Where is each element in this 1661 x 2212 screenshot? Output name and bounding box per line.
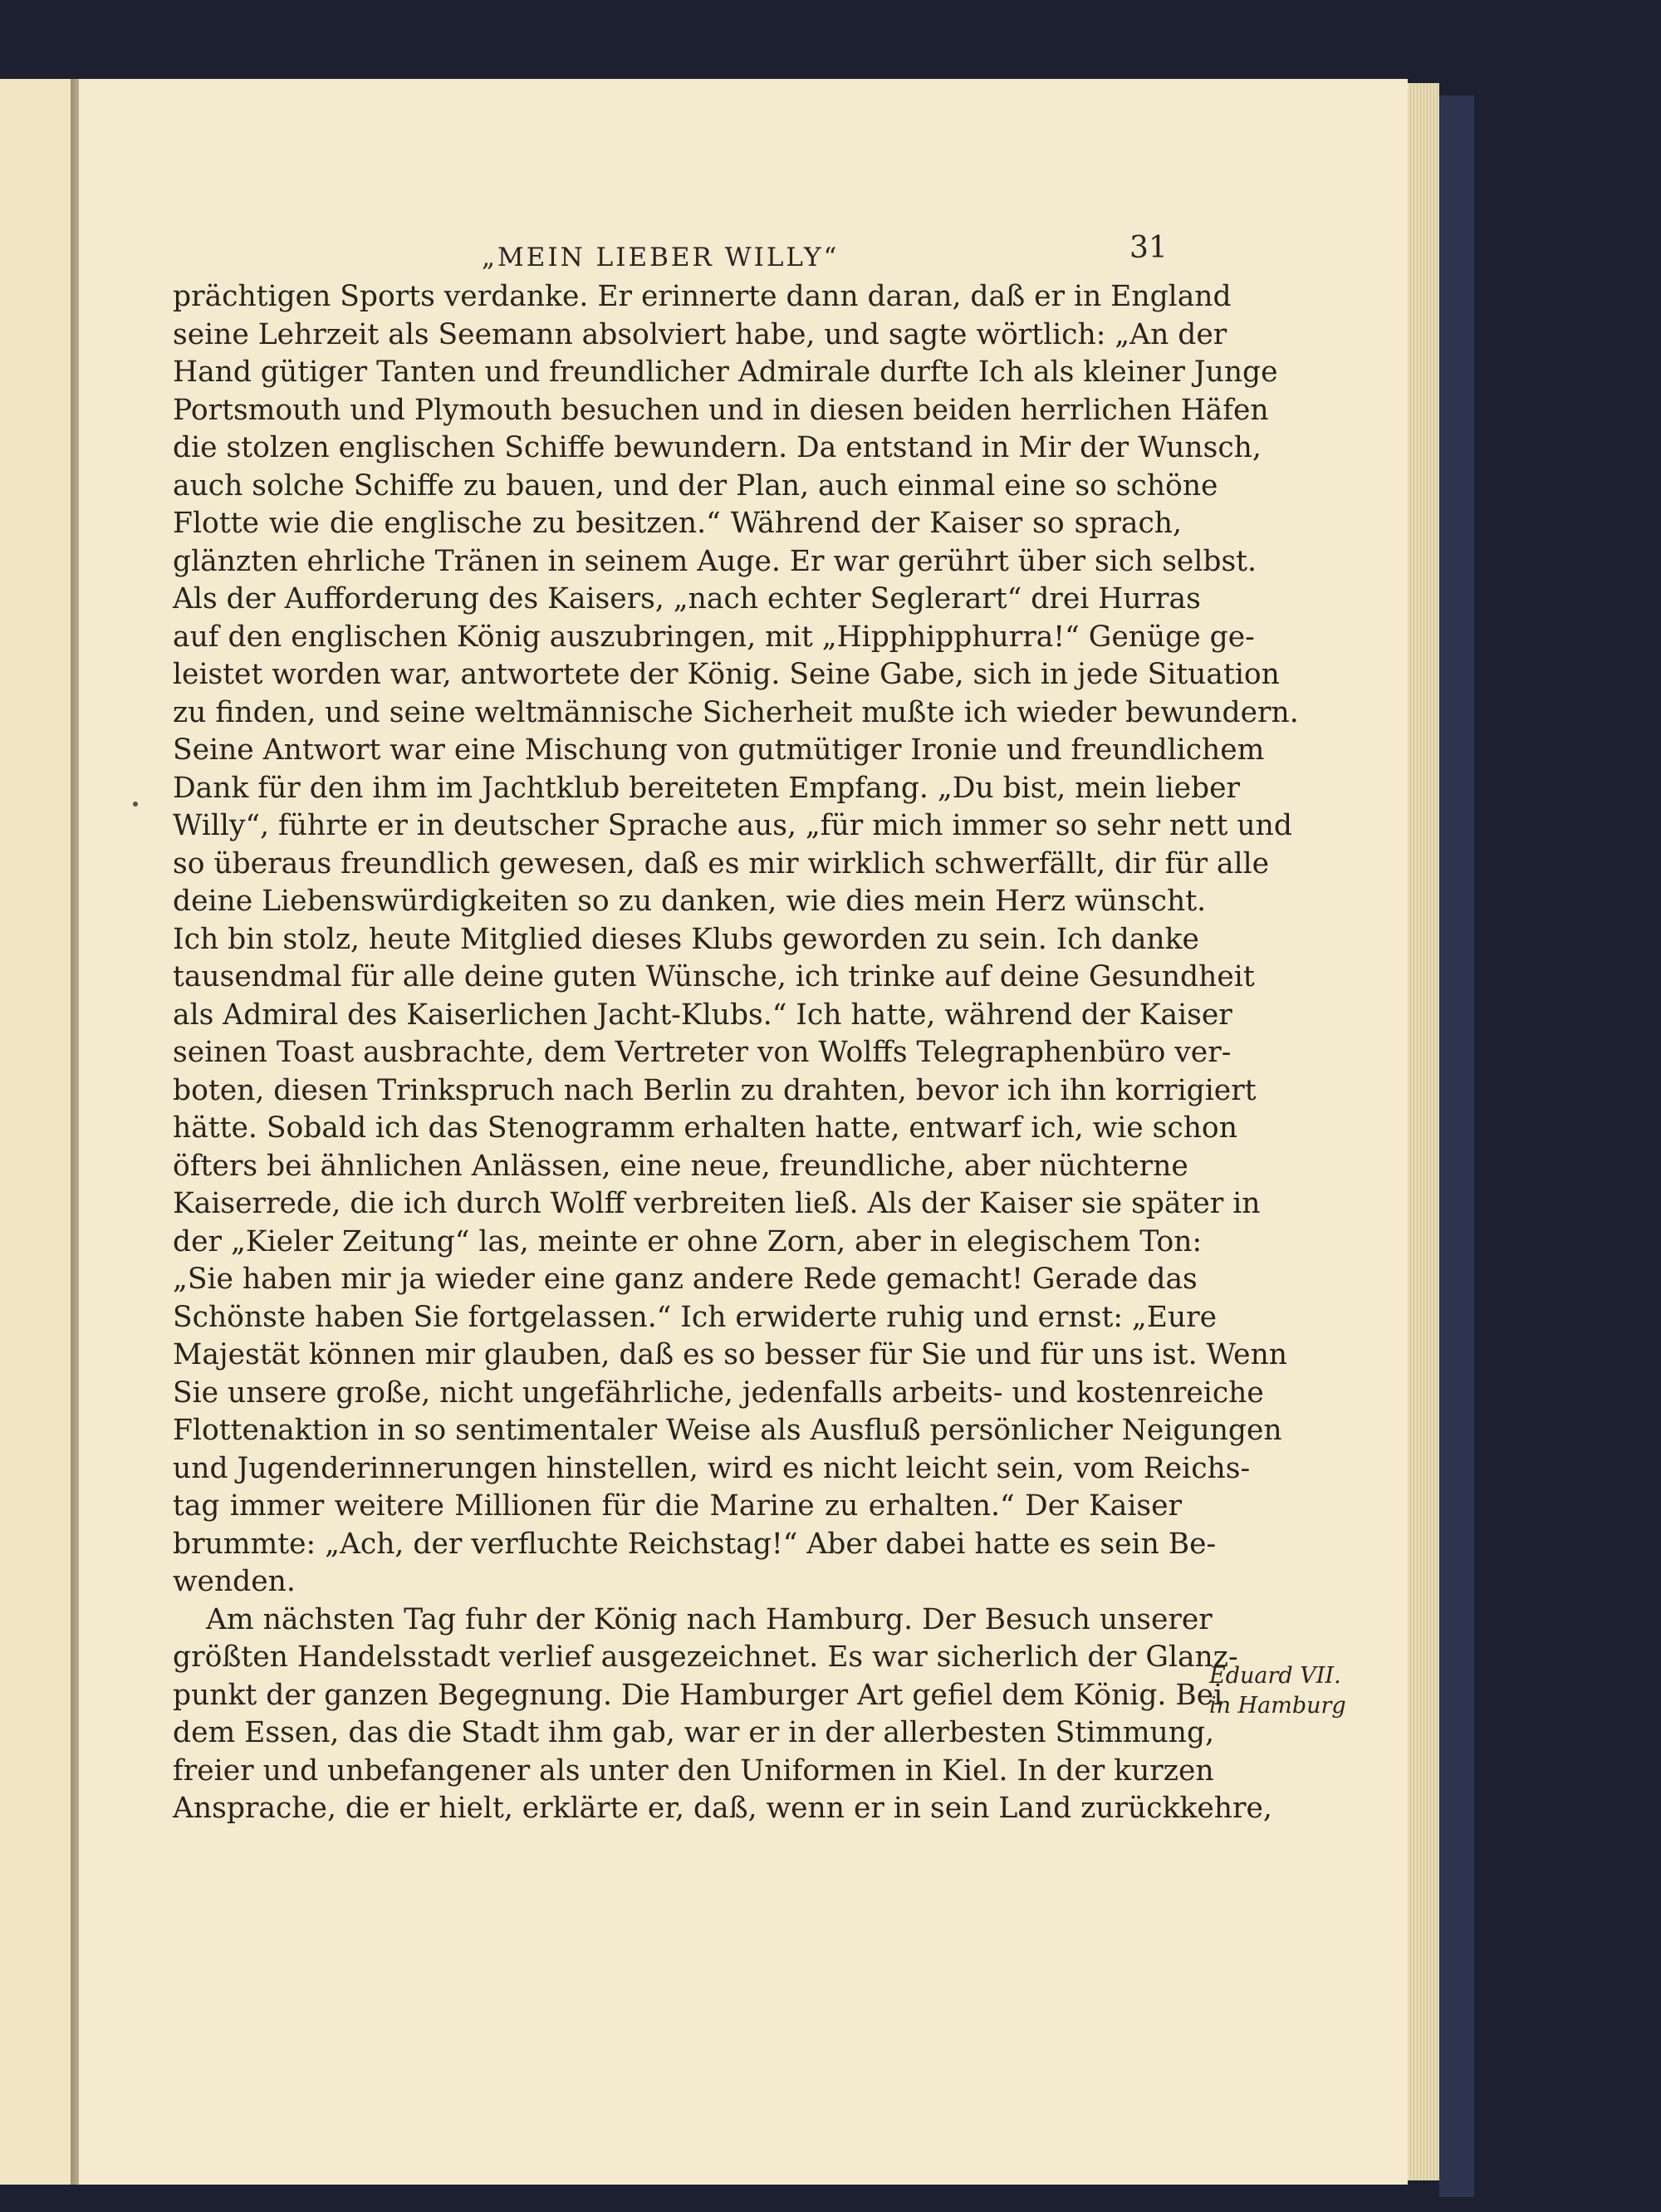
text-line: und Jugenderinnerungen hinstellen, wird es nicht leicht sein, vom Reichs- [173,1451,1251,1485]
text-line: Hand gütiger Tanten und freundlicher Admirale durfte Ich als kleiner Junge [173,356,1278,389]
text-line: Sie unsere große, nicht ungefährliche, jedenfalls arbeits- und kostenreiche [173,1376,1264,1410]
marginal-note-line: Eduard VII. [1209,1663,1341,1689]
text-line: so überaus freundlich gewesen, daß es mir wirklich schwerfällt, dir für alle [173,846,1270,880]
text-line: Ansprache, die er hielt, erklärte er, daß, wenn er in sein Land zurückkehre, [173,1792,1272,1825]
margin-dot [133,802,138,807]
text-line: auf den englischen König auszubringen, mit „Hipphipphurra!“ Genüge ge- [173,620,1255,654]
text-line: als Admiral des Kaiserlichen Jacht-Klubs.“ Ich hatte, während der Kaiser [173,998,1232,1032]
marginal-note [1209,1661,1350,1721]
text-line: Willy“, führte er in deutscher Sprache aus, „für mich immer so sehr nett und [173,809,1292,842]
text-line: „Sie haben mir ja wieder eine ganz andere Rede gemacht! Gerade das [173,1263,1198,1296]
running-head: „MEIN LIEBER WILLY“ [482,243,840,272]
text-line: hätte. Sobald ich das Stenogramm erhalten hatte, entwarf ich, wie schon [173,1111,1237,1145]
text-line: boten, diesen Trinkspruch nach Berlin zu drahten, bevor ich ihn korrigiert [173,1073,1257,1107]
text-line: der „Kieler Zeitung“ las, meinte er ohne Zorn, aber in elegischem Ton: [173,1224,1203,1258]
text-line: deine Liebenswürdigkeiten so zu danken, wie dies mein Herz wünscht. [173,885,1207,918]
page-edges [1408,83,1439,2180]
text-line: leistet worden war, antwortete der König. Seine Gabe, sich in jede Situation [173,658,1280,691]
text-line: tag immer weitere Millionen für die Marine zu erhalten.“ Der Kaiser [173,1489,1182,1523]
text-line: Seine Antwort war eine Mischung von gutmütiger Ironie und freundlichem [173,733,1265,767]
text-line: punkt der ganzen Begegnung. Die Hamburger Art gefiel dem König. Bei [173,1678,1223,1712]
text-line: Flotte wie die englische zu besitzen.“ Während der Kaiser so sprach, [173,507,1182,540]
text-line: Schönste haben Sie fortgelassen.“ Ich erwiderte ruhig und ernst: „Eure [173,1300,1218,1334]
text-line: Majestät können mir glauben, daß es so besser für Sie und für uns ist. Wenn [173,1338,1288,1371]
page-number: 31 [1129,231,1168,265]
text-line: brummte: „Ach, der verfluchte Reichstag!“ Aber dabei hatte es sein Be- [173,1527,1217,1561]
text-line: seinen Toast ausbrachte, dem Vertreter von Wolffs Telegraphenbüro ver- [173,1036,1232,1069]
text-line: die stolzen englischen Schiffe bewundern. Da entstand in Mir der Wunsch, [173,431,1262,464]
book-cover [1439,96,1474,2197]
text-line: Flottenaktion in so sentimentaler Weise als Ausfluß persönlicher Neigungen [173,1414,1282,1447]
text-line: glänzten ehrliche Tränen in seinem Auge. Er war gerührt über sich selbst. [173,544,1257,578]
text-line: auch solche Schiffe zu bauen, und der Plan, auch einmal eine so schöne [173,468,1218,503]
left-page-edge [0,79,78,2185]
text-line: tausendmal für alle deine guten Wünsche, ich trinke auf deine Gesundheit [173,960,1255,993]
text-line: zu finden, und seine weltmännische Sicherheit mußte ich wieder bewundern. [173,695,1299,729]
text-line: wenden. [173,1565,296,1598]
text-line: größten Handelsstadt verlief ausgezeichnet. Es war sicherlich der Glanz- [173,1641,1238,1674]
text-line: Kaiserrede, die ich durch Wolff verbreiten ließ. Als der Kaiser sie später in [173,1187,1261,1220]
text-line: seine Lehrzeit als Seemann absolviert habe, und sagte wörtlich: „An der [173,317,1227,351]
text-line: Als der Aufforderung des Kaisers, „nach echter Seglerart“ drei Hurras [173,582,1201,616]
marginal-note-line: in Hamburg [1209,1693,1346,1719]
text-line: Am nächsten Tag fuhr der König nach Hamburg. Der Besuch unserer [206,1602,1213,1636]
text-line: Dank für den ihm im Jachtklub bereiteten Empfang. „Du bist, mein lieber [173,771,1241,805]
text-line: öfters bei ähnlichen Anlässen, eine neue, freundliche, aber nüchterne [173,1149,1188,1183]
text-line: dem Essen, das die Stadt ihm gab, war er in der allerbesten Stimmung, [173,1716,1215,1749]
text-line: prächtigen Sports verdanke. Er erinnerte dann daran, daß er in England [173,280,1232,313]
text-line: Portsmouth und Plymouth besuchen und in diesen beiden herrlichen Häfen [173,393,1269,427]
text-line: freier und unbefangener als unter den Uniformen in Kiel. In der kurzen [173,1753,1214,1788]
text-line: Ich bin stolz, heute Mitglied dieses Klubs geworden zu sein. Ich danke [173,922,1199,956]
